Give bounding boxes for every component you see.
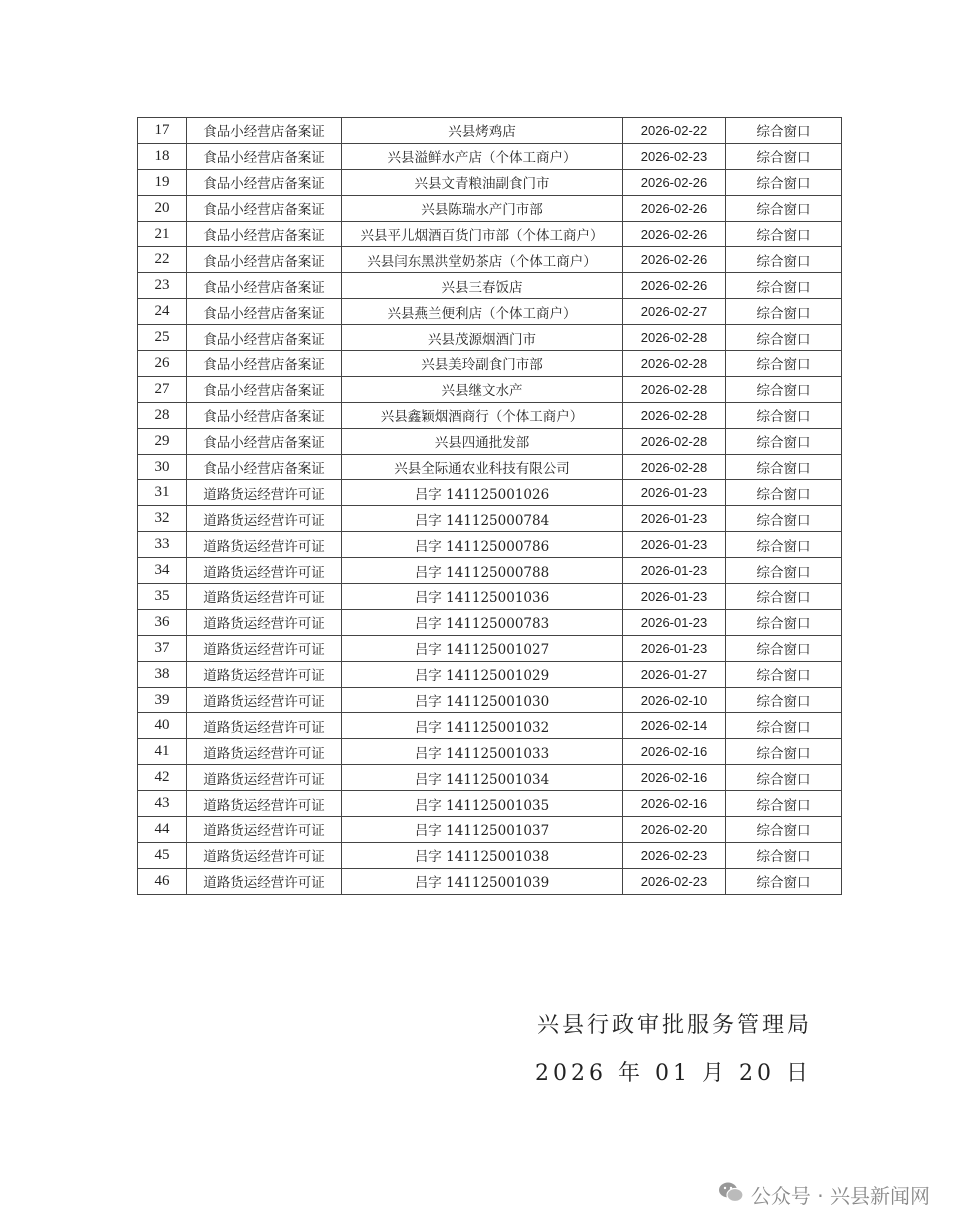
issue-date-cell: 2026-01-23 [623, 532, 726, 558]
issue-date-cell: 2026-02-28 [623, 428, 726, 454]
issue-date: 2026 年 01 月 20 日 [535, 1061, 812, 1086]
table-row [138, 376, 842, 402]
license-type: 道路货运经营许可证 [187, 713, 342, 739]
issue-date-cell: 2026-02-16 [623, 765, 726, 791]
row-number: 23 [138, 273, 187, 299]
applicant-name: 兴县平儿烟酒百货门市部（个体工商户） [342, 221, 623, 247]
service-window: 综合窗口 [726, 791, 842, 817]
license-type: 食品小经营店备案证 [187, 195, 342, 221]
applicant-name: 吕字 141125001036 [342, 584, 623, 610]
applicant-name: 吕字 141125001027 [342, 635, 623, 661]
applicant-name: 兴县美玲副食门市部 [342, 351, 623, 377]
issue-date-cell: 2026-02-28 [623, 376, 726, 402]
issue-date-cell: 2026-02-22 [623, 118, 726, 144]
license-type: 食品小经营店备案证 [187, 454, 342, 480]
issue-date-cell: 2026-02-16 [623, 739, 726, 765]
row-number: 29 [138, 428, 187, 454]
applicant-name: 吕字 141125001026 [342, 480, 623, 506]
applicant-name: 兴县陈瑞水产门市部 [342, 195, 623, 221]
service-window: 综合窗口 [726, 609, 842, 635]
applicant-name: 吕字 141125000788 [342, 558, 623, 584]
applicant-name: 兴县燕兰便利店（个体工商户） [342, 299, 623, 325]
license-type: 食品小经营店备案证 [187, 221, 342, 247]
issue-date-cell: 2026-02-16 [623, 791, 726, 817]
row-number: 24 [138, 299, 187, 325]
table-row [138, 143, 842, 169]
row-number: 26 [138, 351, 187, 377]
issue-date-cell: 2026-02-28 [623, 454, 726, 480]
service-window: 综合窗口 [726, 221, 842, 247]
table-row [138, 273, 842, 299]
table-row [138, 299, 842, 325]
issue-date-cell: 2026-02-20 [623, 817, 726, 843]
table-row [138, 713, 842, 739]
row-number: 45 [138, 842, 187, 868]
row-number: 41 [138, 739, 187, 765]
license-type: 食品小经营店备案证 [187, 428, 342, 454]
issue-date-cell: 2026-01-23 [623, 584, 726, 610]
applicant-name: 兴县继文水产 [342, 376, 623, 402]
row-number: 42 [138, 765, 187, 791]
watermark [717, 1180, 930, 1209]
applicant-name: 吕字 141125001032 [342, 713, 623, 739]
table-row [138, 558, 842, 584]
license-type: 道路货运经营许可证 [187, 842, 342, 868]
license-type: 食品小经营店备案证 [187, 169, 342, 195]
table-row [138, 687, 842, 713]
table-row [138, 661, 842, 687]
row-number: 17 [138, 118, 187, 144]
row-number: 32 [138, 506, 187, 532]
issue-date-cell: 2026-02-28 [623, 325, 726, 351]
table-row [138, 739, 842, 765]
applicant-name: 吕字 141125001033 [342, 739, 623, 765]
service-window: 综合窗口 [726, 506, 842, 532]
license-type: 道路货运经营许可证 [187, 480, 342, 506]
issue-date-cell: 2026-01-23 [623, 609, 726, 635]
table-row [138, 817, 842, 843]
row-number: 25 [138, 325, 187, 351]
applicant-name: 吕字 141125001035 [342, 791, 623, 817]
row-number: 20 [138, 195, 187, 221]
issue-date-cell: 2026-02-26 [623, 247, 726, 273]
issue-date-cell: 2026-01-23 [623, 635, 726, 661]
license-type: 食品小经营店备案证 [187, 376, 342, 402]
service-window: 综合窗口 [726, 454, 842, 480]
service-window: 综合窗口 [726, 687, 842, 713]
license-type: 道路货运经营许可证 [187, 532, 342, 558]
issuing-organization: 兴县行政审批服务管理局 [536, 1013, 812, 1038]
license-type: 道路货运经营许可证 [187, 739, 342, 765]
issue-date-cell: 2026-02-10 [623, 687, 726, 713]
license-type: 食品小经营店备案证 [187, 118, 342, 144]
service-window: 综合窗口 [726, 661, 842, 687]
issue-date-cell: 2026-02-28 [623, 351, 726, 377]
service-window: 综合窗口 [726, 376, 842, 402]
service-window: 综合窗口 [726, 325, 842, 351]
issue-date-cell: 2026-01-27 [623, 661, 726, 687]
row-number: 37 [138, 635, 187, 661]
table-row [138, 532, 842, 558]
table-row [138, 221, 842, 247]
row-number: 43 [138, 791, 187, 817]
service-window: 综合窗口 [726, 842, 842, 868]
applicant-name: 吕字 141125000786 [342, 532, 623, 558]
row-number: 31 [138, 480, 187, 506]
issue-date-cell: 2026-02-14 [623, 713, 726, 739]
table-row [138, 635, 842, 661]
license-type: 道路货运经营许可证 [187, 687, 342, 713]
license-type: 道路货运经营许可证 [187, 506, 342, 532]
license-type: 道路货运经营许可证 [187, 765, 342, 791]
row-number: 39 [138, 687, 187, 713]
table-row [138, 842, 842, 868]
table-row [138, 351, 842, 377]
row-number: 46 [138, 868, 187, 894]
license-type: 道路货运经营许可证 [187, 791, 342, 817]
service-window: 综合窗口 [726, 169, 842, 195]
issue-date-cell: 2026-02-26 [623, 273, 726, 299]
service-window: 综合窗口 [726, 765, 842, 791]
table-row [138, 118, 842, 144]
license-type: 食品小经营店备案证 [187, 325, 342, 351]
license-type: 道路货运经营许可证 [187, 661, 342, 687]
service-window: 综合窗口 [726, 635, 842, 661]
service-window: 综合窗口 [726, 273, 842, 299]
table-row [138, 454, 842, 480]
applicant-name: 兴县三春饭店 [342, 273, 623, 299]
table-row [138, 584, 842, 610]
issue-date-cell: 2026-01-23 [623, 506, 726, 532]
service-window: 综合窗口 [726, 558, 842, 584]
row-number: 33 [138, 532, 187, 558]
license-table [137, 117, 842, 895]
table-row [138, 169, 842, 195]
row-number: 30 [138, 454, 187, 480]
license-type: 食品小经营店备案证 [187, 351, 342, 377]
issue-date-cell: 2026-01-23 [623, 480, 726, 506]
row-number: 35 [138, 584, 187, 610]
issue-date-cell: 2026-01-23 [623, 558, 726, 584]
watermark-text: 公众号 · 兴县新闻网 [750, 1184, 930, 1208]
table-row [138, 195, 842, 221]
row-number: 40 [138, 713, 187, 739]
applicant-name: 吕字 141125001039 [342, 868, 623, 894]
table-row [138, 480, 842, 506]
service-window: 综合窗口 [726, 351, 842, 377]
service-window: 综合窗口 [726, 713, 842, 739]
applicant-name: 吕字 141125000784 [342, 506, 623, 532]
table-row [138, 868, 842, 894]
row-number: 27 [138, 376, 187, 402]
row-number: 19 [138, 169, 187, 195]
applicant-name: 吕字 141125001038 [342, 842, 623, 868]
service-window: 综合窗口 [726, 143, 842, 169]
issue-date-cell: 2026-02-28 [623, 402, 726, 428]
table-row [138, 506, 842, 532]
table-row [138, 609, 842, 635]
license-type: 道路货运经营许可证 [187, 584, 342, 610]
license-type: 食品小经营店备案证 [187, 273, 342, 299]
service-window: 综合窗口 [726, 532, 842, 558]
applicant-name: 兴县鑫颖烟酒商行（个体工商户） [342, 402, 623, 428]
row-number: 22 [138, 247, 187, 273]
row-number: 44 [138, 817, 187, 843]
applicant-name: 吕字 141125000783 [342, 609, 623, 635]
service-window: 综合窗口 [726, 247, 842, 273]
row-number: 28 [138, 402, 187, 428]
issue-date-cell: 2026-02-23 [623, 842, 726, 868]
applicant-name: 兴县文青粮油副食门市 [342, 169, 623, 195]
table-row [138, 247, 842, 273]
license-type: 食品小经营店备案证 [187, 299, 342, 325]
row-number: 38 [138, 661, 187, 687]
table-row [138, 325, 842, 351]
issue-date-cell: 2026-02-26 [623, 195, 726, 221]
service-window: 综合窗口 [726, 428, 842, 454]
applicant-name: 吕字 141125001030 [342, 687, 623, 713]
table-row [138, 428, 842, 454]
table-row [138, 765, 842, 791]
applicant-name: 兴县溢鲜水产店（个体工商户） [342, 143, 623, 169]
row-number: 21 [138, 221, 187, 247]
applicant-name: 吕字 141125001034 [342, 765, 623, 791]
row-number: 18 [138, 143, 187, 169]
table-row [138, 402, 842, 428]
license-type: 道路货运经营许可证 [187, 609, 342, 635]
issue-date-cell: 2026-02-26 [623, 169, 726, 195]
service-window: 综合窗口 [726, 118, 842, 144]
license-type: 食品小经营店备案证 [187, 402, 342, 428]
row-number: 36 [138, 609, 187, 635]
license-type: 食品小经营店备案证 [187, 143, 342, 169]
applicant-name: 兴县全际通农业科技有限公司 [342, 454, 623, 480]
license-type: 道路货运经营许可证 [187, 558, 342, 584]
issue-date-cell: 2026-02-23 [623, 143, 726, 169]
license-type: 道路货运经营许可证 [187, 817, 342, 843]
applicant-name: 兴县闫东黑洪堂奶茶店（个体工商户） [342, 247, 623, 273]
applicant-name: 吕字 141125001037 [342, 817, 623, 843]
service-window: 综合窗口 [726, 299, 842, 325]
issue-date-cell: 2026-02-27 [623, 299, 726, 325]
service-window: 综合窗口 [726, 817, 842, 843]
wechat-icon [717, 1180, 745, 1209]
applicant-name: 兴县烤鸡店 [342, 118, 623, 144]
service-window: 综合窗口 [726, 868, 842, 894]
license-type: 道路货运经营许可证 [187, 635, 342, 661]
applicant-name: 兴县四通批发部 [342, 428, 623, 454]
service-window: 综合窗口 [726, 195, 842, 221]
service-window: 综合窗口 [726, 584, 842, 610]
license-type: 道路货运经营许可证 [187, 868, 342, 894]
table-row [138, 791, 842, 817]
issue-date-cell: 2026-02-23 [623, 868, 726, 894]
applicant-name: 吕字 141125001029 [342, 661, 623, 687]
applicant-name: 兴县茂源烟酒门市 [342, 325, 623, 351]
issue-date-cell: 2026-02-26 [623, 221, 726, 247]
row-number: 34 [138, 558, 187, 584]
service-window: 综合窗口 [726, 480, 842, 506]
service-window: 综合窗口 [726, 402, 842, 428]
license-type: 食品小经营店备案证 [187, 247, 342, 273]
service-window: 综合窗口 [726, 739, 842, 765]
